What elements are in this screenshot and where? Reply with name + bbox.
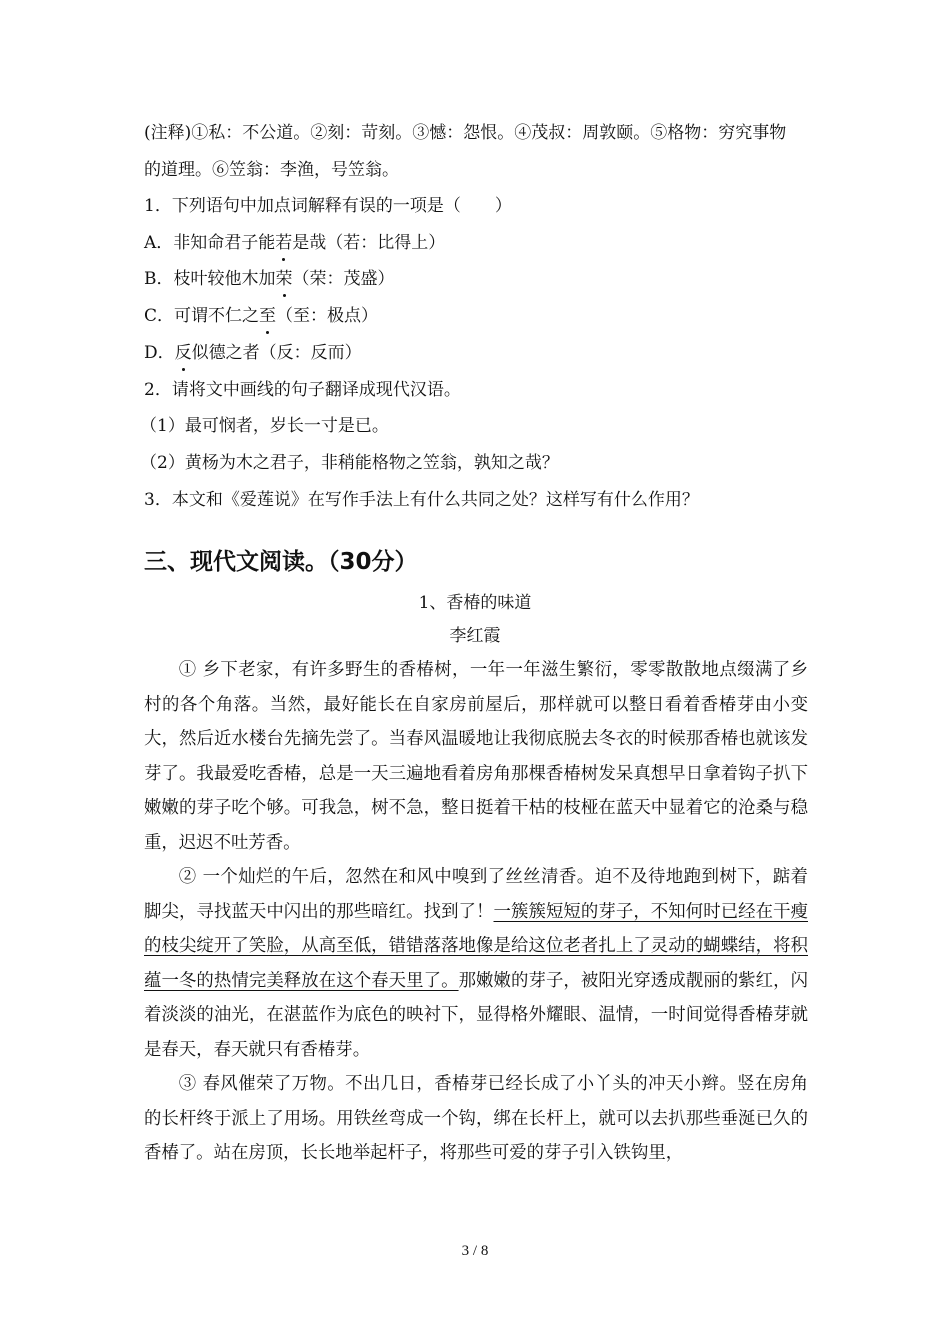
paragraph-1: ① 乡下老家，有许多野生的香椿树，一年一年滋生繁衍，零零散散地点缀满了乡村的各个角落。当然，最好能长在自家房前屋后，那样就可以整日看着香椿芽由小变大，然后近水楼台先摘先尝了。当春风温暖地让我彻底脱去冬衣的时候那香椿也就该发芽了。我最爱吃香椿，总是一天三遍地看着房角那棵香椿树发呆真想早日拿着钩子扒下嫩嫩的芽子吃个够。可我急，树不急，整日挺着干枯的枝桠在蓝天中显着它的沧桑与稳重，迟迟不吐芳香。 bbox=[144, 660, 808, 853]
paragraph-3: ③ 春风催荣了万物。不出几日，香椿芽已经长成了小丫头的冲天小辫。竖在房角的长杆终于派上了用场。用铁丝弯成一个钩，绑在长杆上，就可以去扒那些垂涎已久的香椿了。站在房顶，长长地举起杆子，将那些可爱的芽子引入铁钩里， bbox=[144, 1074, 808, 1163]
article-author: 李红霞 bbox=[449, 626, 501, 646]
dotted-char: 至 bbox=[259, 306, 277, 326]
dotted-char: 若 bbox=[275, 233, 293, 253]
article-body bbox=[144, 653, 808, 1171]
page-number: 3 / 8 bbox=[461, 1243, 489, 1259]
option-a: A．非知命君子能若是哉（若：比得上） bbox=[144, 233, 446, 253]
question-3-stem: 3．本文和《爱莲说》在写作手法上有什么共同之处？这样写有什么作用？ bbox=[144, 490, 699, 510]
section-heading: 三、现代文阅读。（30分） bbox=[144, 549, 418, 575]
article-title: 1、香椿的味道 bbox=[418, 593, 532, 613]
notes-line-2: 的道理。⑥笠翁：李渔，号笠翁。 bbox=[144, 160, 399, 180]
paragraph-2: ② 一个灿烂的午后，忽然在和风中嗅到了丝丝清香。迫不及待地跑到树下，踮着脚尖，寻找蓝天中闪出的那些暗红。找到了！一簇簇短短的芽子，不知何时已经在干瘦的枝尖绽开了笑脸，从高至低，错错落落地像是给这位老者扎上了灵动的蝴蝶结，将积蕴一冬的热情完美释放在这个春天里了。那嫩嫩的芽子，被阳光穿透成靓丽的紫红，闪着淡淡的油光，在湛蓝作为底色的映衬下，显得格外耀眼、温情，一时间觉得香椿芽就是春天，春天就只有香椿芽。 bbox=[144, 867, 808, 1060]
dotted-char: 反 bbox=[174, 343, 192, 363]
notes-line-1: (注释)①私：不公道。②刻：苛刻。③憾：怨恨。④茂叔：周敦颐。⑤格物：穷究事物 bbox=[144, 123, 787, 143]
option-c: C．可谓不仁之至（至：极点） bbox=[144, 306, 379, 326]
question-2-sentence-2: （2）黄杨为木之君子，非稍能格物之笠翁，孰知之哉？ bbox=[140, 453, 559, 473]
question-2-stem: 2．请将文中画线的句子翻译成现代汉语。 bbox=[144, 380, 461, 400]
question-2-sentence-1: （1）最可悯者，岁长一寸是已。 bbox=[140, 416, 389, 436]
option-d: D．反似德之者（反：反而） bbox=[144, 343, 362, 363]
question-1-stem: 1．下列语句中加点词解释有误的一项是（ ） bbox=[144, 196, 512, 216]
underlined-sentence: 一簇簇短短的芽子，不知何时已经在干瘦的枝尖绽开了笑脸，从高至低，错错落落地像是给这位老者扎上了灵动的蝴蝶结，将积蕴一冬的热情完美释放在这个春天里了。 bbox=[144, 901, 808, 991]
option-b: B．枝叶较他木加荣（荣：茂盛） bbox=[144, 269, 395, 289]
dotted-char: 荣 bbox=[275, 269, 293, 289]
